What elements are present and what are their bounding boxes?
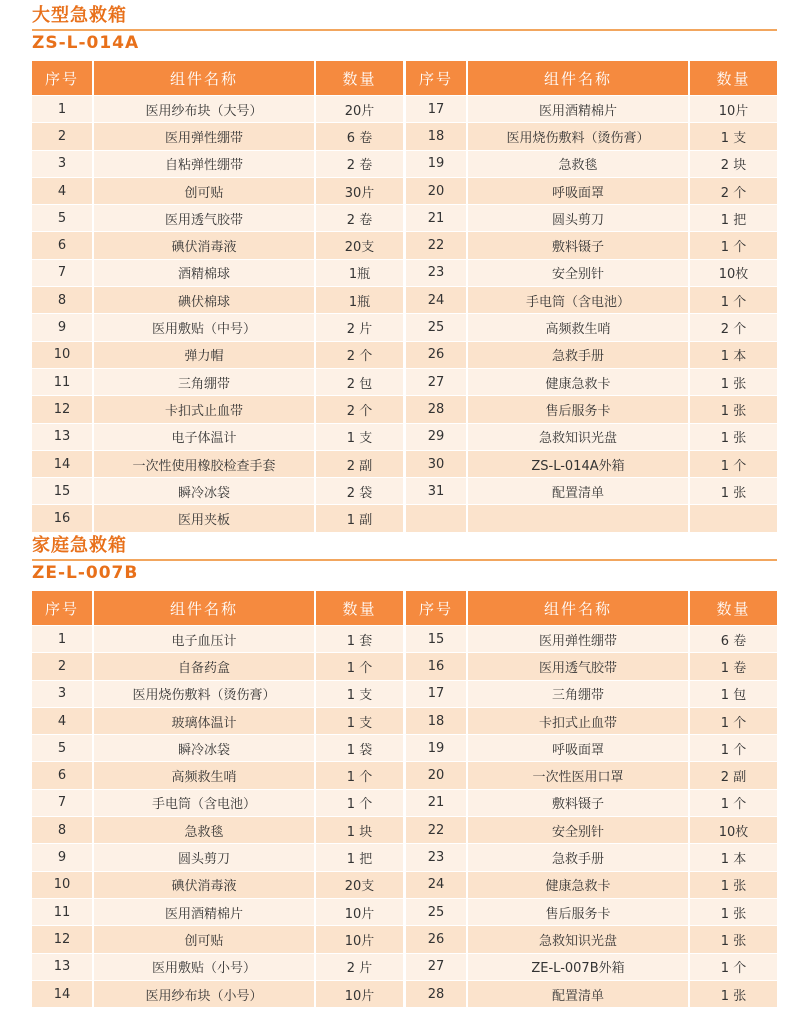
cell-name: 急救知识光盘: [468, 925, 690, 952]
cell-name: 急救手册: [468, 843, 690, 870]
cell-qty: [690, 504, 777, 531]
cell-qty: 2 卷: [316, 204, 403, 231]
cell-name: 医用纱布块（小号）: [94, 980, 316, 1007]
cell-no: 14: [32, 450, 94, 477]
cell-no: 4: [32, 177, 94, 204]
table-row: [32, 395, 403, 422]
cell-no: 24: [406, 871, 468, 898]
cell-name: 创可贴: [94, 177, 316, 204]
cell-name: 三角绷带: [94, 368, 316, 395]
cell-qty: 1 个: [690, 231, 777, 258]
cell-qty: 1 袋: [316, 734, 403, 761]
title-divider: [32, 559, 777, 561]
table-row: [32, 477, 403, 504]
cell-qty: 1 张: [690, 925, 777, 952]
table-row: [406, 504, 777, 531]
cell-qty: 1 张: [690, 980, 777, 1007]
cell-no: 4: [32, 707, 94, 734]
kit-title: 家庭急救箱: [32, 535, 127, 556]
cell-name: 创可贴: [94, 925, 316, 952]
table-body: [32, 95, 403, 532]
cell-qty: 1 个: [690, 707, 777, 734]
cell-name: 碘伏消毒液: [94, 871, 316, 898]
cell-no: 25: [406, 898, 468, 925]
cell-no: 18: [406, 707, 468, 734]
kit-section-large: [0, 4, 800, 529]
table-row: [32, 423, 403, 450]
cell-qty: 1 支: [316, 423, 403, 450]
header-qty: 数量: [316, 61, 403, 95]
cell-no: 7: [32, 259, 94, 286]
cell-no: 16: [406, 652, 468, 679]
header-no: 序号: [406, 591, 468, 625]
cell-no: 22: [406, 231, 468, 258]
components-table-right: [406, 591, 777, 1007]
title-divider: [32, 29, 777, 31]
cell-name: 医用透气胶带: [468, 652, 690, 679]
cell-name: 医用夹板: [94, 504, 316, 531]
table-row: [32, 204, 403, 231]
cell-qty: 1 个: [690, 953, 777, 980]
cell-qty: 10枚: [690, 816, 777, 843]
cell-qty: 2 个: [316, 395, 403, 422]
table-row: [406, 925, 777, 952]
table-row: [32, 504, 403, 531]
cell-no: 22: [406, 816, 468, 843]
cell-no: 18: [406, 122, 468, 149]
cell-no: 27: [406, 368, 468, 395]
cell-name: 高频救生哨: [94, 761, 316, 788]
cell-name: 手电筒（含电池）: [94, 789, 316, 816]
cell-qty: 1 张: [690, 368, 777, 395]
cell-qty: 2 副: [316, 450, 403, 477]
cell-name: 急救手册: [468, 341, 690, 368]
table-row: [406, 680, 777, 707]
table-row: [32, 871, 403, 898]
cell-qty: 1 支: [316, 707, 403, 734]
cell-no: 15: [32, 477, 94, 504]
table-row: [406, 871, 777, 898]
cell-no: 6: [32, 231, 94, 258]
kit-title: 大型急救箱: [32, 5, 127, 26]
cell-no: 5: [32, 734, 94, 761]
cell-qty: 20支: [316, 871, 403, 898]
cell-qty: 1瓶: [316, 259, 403, 286]
table-row: [406, 980, 777, 1007]
cell-no: 11: [32, 898, 94, 925]
table-row: [406, 150, 777, 177]
table-row: [32, 652, 403, 679]
table-row: [406, 231, 777, 258]
cell-qty: 1 张: [690, 477, 777, 504]
cell-no: 30: [406, 450, 468, 477]
table-header-row: [406, 591, 777, 625]
header-qty: 数量: [690, 591, 777, 625]
cell-name: 电子血压计: [94, 625, 316, 652]
cell-qty: 20支: [316, 231, 403, 258]
cell-qty: 2 个: [316, 341, 403, 368]
cell-qty: 1 套: [316, 625, 403, 652]
cell-name: 敷料镊子: [468, 231, 690, 258]
cell-qty: 1 卷: [690, 652, 777, 679]
table-row: [32, 368, 403, 395]
header-name: 组件名称: [468, 61, 690, 95]
cell-qty: 1 张: [690, 898, 777, 925]
cell-name: 一次性使用橡胶检查手套: [94, 450, 316, 477]
header-qty: 数量: [690, 61, 777, 95]
cell-no: 15: [406, 625, 468, 652]
cell-name: ZS-L-014A外箱: [468, 450, 690, 477]
cell-no: 9: [32, 313, 94, 340]
cell-no: 25: [406, 313, 468, 340]
cell-qty: 6 卷: [690, 625, 777, 652]
cell-no: 28: [406, 395, 468, 422]
table-body: [32, 625, 403, 1007]
cell-no: 20: [406, 177, 468, 204]
cell-qty: 2 包: [316, 368, 403, 395]
table-row: [32, 95, 403, 122]
cell-qty: 10片: [690, 95, 777, 122]
cell-qty: 1 包: [690, 680, 777, 707]
table-row: [406, 313, 777, 340]
cell-qty: 1 本: [690, 341, 777, 368]
table-row: [406, 898, 777, 925]
table-row: [406, 122, 777, 149]
table-row: [406, 259, 777, 286]
table-row: [32, 816, 403, 843]
cell-qty: 2 个: [690, 177, 777, 204]
cell-name: 玻璃体温计: [94, 707, 316, 734]
table-row: [406, 789, 777, 816]
cell-name: 安全别针: [468, 816, 690, 843]
cell-qty: 30片: [316, 177, 403, 204]
cell-name: 医用烧伤敷料（烫伤膏）: [94, 680, 316, 707]
table-row: [406, 625, 777, 652]
cell-name: 医用纱布块（大号）: [94, 95, 316, 122]
cell-name: 圆头剪刀: [468, 204, 690, 231]
table-row: [32, 707, 403, 734]
cell-no: 10: [32, 871, 94, 898]
cell-qty: 2 副: [690, 761, 777, 788]
cell-no: 13: [32, 423, 94, 450]
table-row: [406, 652, 777, 679]
cell-qty: 1 支: [690, 122, 777, 149]
table-row: [32, 734, 403, 761]
cell-qty: 2 块: [690, 150, 777, 177]
cell-qty: 1 个: [690, 286, 777, 313]
table-row: [406, 368, 777, 395]
cell-no: 21: [406, 789, 468, 816]
cell-no: 27: [406, 953, 468, 980]
cell-name: 医用敷贴（小号）: [94, 953, 316, 980]
cell-name: ZE-L-007B外箱: [468, 953, 690, 980]
cell-no: 16: [32, 504, 94, 531]
cell-qty: 20片: [316, 95, 403, 122]
cell-qty: 1 块: [316, 816, 403, 843]
components-table-left: [32, 61, 403, 532]
cell-name: 酒精棉球: [94, 259, 316, 286]
cell-name: 圆头剪刀: [94, 843, 316, 870]
table-row: [32, 122, 403, 149]
cell-qty: 2 片: [316, 953, 403, 980]
header-name: 组件名称: [94, 591, 316, 625]
cell-name: 瞬冷冰袋: [94, 734, 316, 761]
cell-qty: 10片: [316, 898, 403, 925]
cell-no: 14: [32, 980, 94, 1007]
table-row: [406, 450, 777, 477]
cell-no: 26: [406, 341, 468, 368]
table-row: [406, 341, 777, 368]
header-qty: 数量: [316, 591, 403, 625]
cell-name: 瞬冷冰袋: [94, 477, 316, 504]
cell-no: 24: [406, 286, 468, 313]
table-row: [32, 450, 403, 477]
cell-no: 19: [406, 150, 468, 177]
table-row: [406, 734, 777, 761]
cell-qty: 2 个: [690, 313, 777, 340]
cell-no: 11: [32, 368, 94, 395]
table-row: [32, 231, 403, 258]
cell-no: 12: [32, 395, 94, 422]
cell-name: 配置清单: [468, 477, 690, 504]
cell-no: 23: [406, 843, 468, 870]
cell-qty: 1 个: [690, 450, 777, 477]
kit-model: ZE-L-007B: [32, 563, 139, 583]
cell-name: 电子体温计: [94, 423, 316, 450]
table-row: [32, 150, 403, 177]
cell-qty: 1 个: [316, 761, 403, 788]
table-row: [32, 313, 403, 340]
cell-no: 7: [32, 789, 94, 816]
cell-no: 31: [406, 477, 468, 504]
table-body: [406, 625, 777, 1007]
cell-qty: 2 卷: [316, 150, 403, 177]
table-row: [32, 259, 403, 286]
table-row: [32, 625, 403, 652]
cell-name: 医用酒精棉片: [468, 95, 690, 122]
cell-qty: 1 个: [316, 652, 403, 679]
cell-name: 自备药盒: [94, 652, 316, 679]
cell-name: 医用敷贴（中号）: [94, 313, 316, 340]
table-row: [32, 898, 403, 925]
cell-name: 一次性医用口罩: [468, 761, 690, 788]
cell-name: 手电筒（含电池）: [468, 286, 690, 313]
cell-name: 呼吸面罩: [468, 177, 690, 204]
cell-no: 6: [32, 761, 94, 788]
cell-name: 售后服务卡: [468, 395, 690, 422]
table-row: [32, 980, 403, 1007]
table-row: [32, 761, 403, 788]
cell-name: 三角绷带: [468, 680, 690, 707]
cell-name: 碘伏棉球: [94, 286, 316, 313]
cell-qty: 1 支: [316, 680, 403, 707]
table-row: [32, 177, 403, 204]
cell-name: 健康急救卡: [468, 871, 690, 898]
cell-name: 医用酒精棉片: [94, 898, 316, 925]
cell-qty: 6 卷: [316, 122, 403, 149]
table-row: [406, 843, 777, 870]
kit-model: ZS-L-014A: [32, 33, 140, 53]
cell-no: 21: [406, 204, 468, 231]
cell-no: 10: [32, 341, 94, 368]
table-row: [406, 423, 777, 450]
cell-no: 8: [32, 286, 94, 313]
cell-name: 健康急救卡: [468, 368, 690, 395]
cell-name: 售后服务卡: [468, 898, 690, 925]
cell-qty: 1 个: [316, 789, 403, 816]
cell-name: 安全别针: [468, 259, 690, 286]
cell-qty: 10片: [316, 925, 403, 952]
cell-name: 医用烧伤敷料（烫伤膏）: [468, 122, 690, 149]
table-row: [32, 925, 403, 952]
table-row: [32, 341, 403, 368]
cell-no: 28: [406, 980, 468, 1007]
cell-no: 2: [32, 122, 94, 149]
table-row: [406, 95, 777, 122]
cell-no: 26: [406, 925, 468, 952]
header-name: 组件名称: [468, 591, 690, 625]
cell-name: 弹力帽: [94, 341, 316, 368]
cell-qty: 1 副: [316, 504, 403, 531]
table-header-row: [406, 61, 777, 95]
cell-no: 17: [406, 680, 468, 707]
cell-no: 19: [406, 734, 468, 761]
table-row: [406, 707, 777, 734]
cell-qty: 1 本: [690, 843, 777, 870]
table-row: [406, 177, 777, 204]
header-no: 序号: [32, 591, 94, 625]
cell-qty: 1 张: [690, 423, 777, 450]
cell-name: [468, 504, 690, 531]
table-row: [406, 761, 777, 788]
cell-no: 3: [32, 680, 94, 707]
cell-no: 13: [32, 953, 94, 980]
cell-no: 20: [406, 761, 468, 788]
cell-qty: 10枚: [690, 259, 777, 286]
table-row: [32, 789, 403, 816]
cell-no: 2: [32, 652, 94, 679]
table-header-row: [32, 61, 403, 95]
cell-qty: 2 袋: [316, 477, 403, 504]
kit-section-home: [0, 534, 800, 1004]
cell-name: 自粘弹性绷带: [94, 150, 316, 177]
table-row: [406, 395, 777, 422]
table-row: [406, 953, 777, 980]
cell-qty: 1 张: [690, 395, 777, 422]
cell-qty: 2 片: [316, 313, 403, 340]
cell-name: 医用弹性绷带: [94, 122, 316, 149]
table-row: [32, 843, 403, 870]
cell-name: 敷料镊子: [468, 789, 690, 816]
cell-name: 配置清单: [468, 980, 690, 1007]
cell-no: 3: [32, 150, 94, 177]
table-row: [406, 286, 777, 313]
table-header-row: [32, 591, 403, 625]
table-row: [406, 204, 777, 231]
components-table-left: [32, 591, 403, 1007]
table-row: [32, 953, 403, 980]
table-body: [406, 95, 777, 532]
cell-qty: 1 个: [690, 789, 777, 816]
cell-no: 9: [32, 843, 94, 870]
table-row: [32, 680, 403, 707]
table-row: [406, 477, 777, 504]
cell-no: 23: [406, 259, 468, 286]
cell-no: 1: [32, 625, 94, 652]
header-no: 序号: [32, 61, 94, 95]
cell-no: [406, 504, 468, 531]
cell-no: 12: [32, 925, 94, 952]
cell-qty: 1 把: [690, 204, 777, 231]
cell-qty: 10片: [316, 980, 403, 1007]
cell-name: 高频救生哨: [468, 313, 690, 340]
cell-name: 卡扣式止血带: [94, 395, 316, 422]
cell-name: 碘伏消毒液: [94, 231, 316, 258]
cell-no: 17: [406, 95, 468, 122]
header-name: 组件名称: [94, 61, 316, 95]
cell-qty: 1 张: [690, 871, 777, 898]
header-no: 序号: [406, 61, 468, 95]
cell-name: 急救毯: [468, 150, 690, 177]
table-row: [32, 286, 403, 313]
cell-no: 29: [406, 423, 468, 450]
cell-no: 1: [32, 95, 94, 122]
cell-no: 5: [32, 204, 94, 231]
cell-qty: 1 个: [690, 734, 777, 761]
cell-name: 卡扣式止血带: [468, 707, 690, 734]
cell-name: 医用透气胶带: [94, 204, 316, 231]
cell-qty: 1 把: [316, 843, 403, 870]
cell-qty: 1瓶: [316, 286, 403, 313]
cell-name: 急救知识光盘: [468, 423, 690, 450]
table-row: [406, 816, 777, 843]
cell-name: 医用弹性绷带: [468, 625, 690, 652]
cell-no: 8: [32, 816, 94, 843]
components-table-right: [406, 61, 777, 532]
cell-name: 呼吸面罩: [468, 734, 690, 761]
cell-name: 急救毯: [94, 816, 316, 843]
